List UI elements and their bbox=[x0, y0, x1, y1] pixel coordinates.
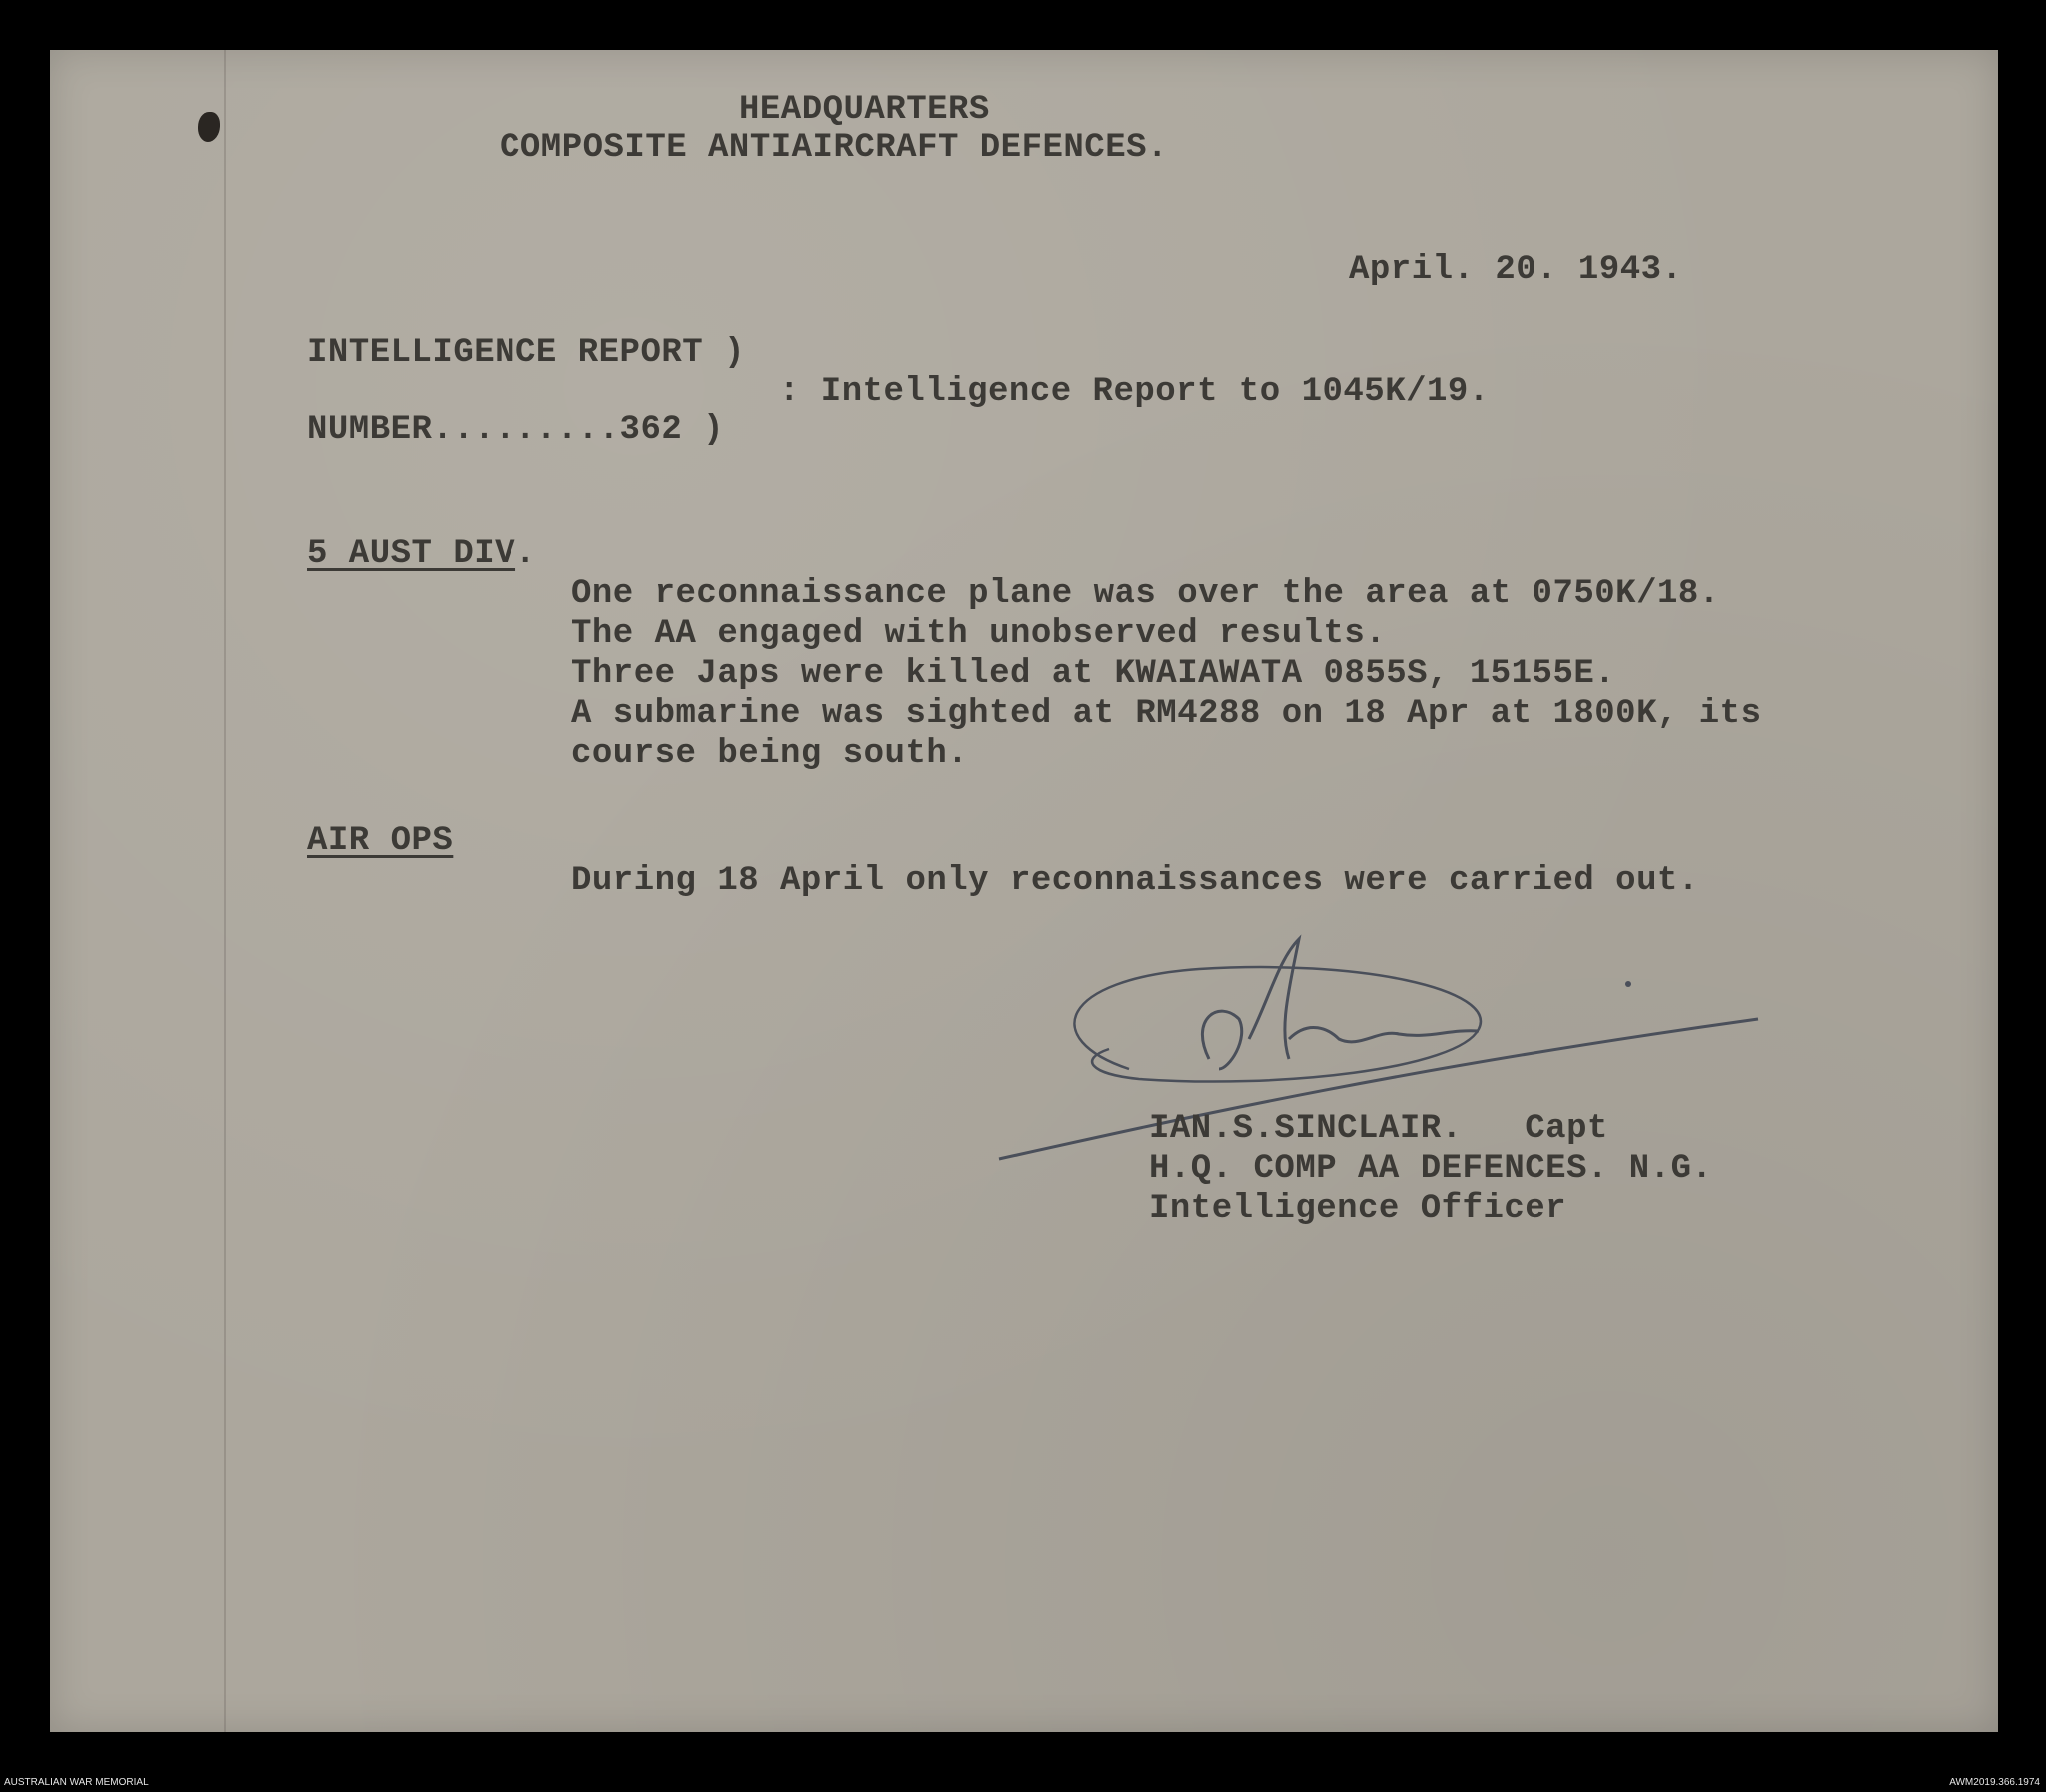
section-1-line-4: A submarine was sighted at RM4288 on 18 Apr at 1800K, its bbox=[571, 695, 1762, 733]
header-line-1: HEADQUARTERS bbox=[739, 91, 990, 129]
report-reference: : Intelligence Report to 1045K/19. bbox=[779, 373, 1490, 411]
section-heading-suffix: . bbox=[515, 535, 536, 573]
signature-unit: H.Q. COMP AA DEFENCES. N.G. bbox=[1149, 1150, 1713, 1188]
signature-name: IAN.S.SINCLAIR. Capt bbox=[1149, 1110, 1608, 1148]
section-2-line-1: During 18 April only reconnaissances were carried out. bbox=[571, 862, 1699, 900]
section-1-line-1: One reconnaissance plane was over the area at 0750K/18. bbox=[571, 575, 1720, 613]
document-page bbox=[50, 50, 1998, 1732]
report-label-line-1: INTELLIGENCE REPORT ) bbox=[307, 334, 745, 372]
header-line-2: COMPOSITE ANTIAIRCRAFT DEFENCES. bbox=[500, 129, 1168, 167]
report-date: April. 20. 1943. bbox=[1349, 251, 1683, 289]
section-heading-text: 5 AUST DIV bbox=[307, 535, 516, 573]
section-1-line-3: Three Japs were killed at KWAIAWATA 0855S, 15155E. bbox=[571, 655, 1616, 693]
punch-hole bbox=[198, 112, 220, 142]
section-heading-5-aust-div bbox=[307, 534, 536, 574]
paper-fold-line bbox=[224, 50, 226, 1732]
signature-role: Intelligence Officer bbox=[1149, 1190, 1567, 1228]
report-label-line-2: NUMBER.........362 ) bbox=[307, 411, 725, 448]
section-1-line-5: course being south. bbox=[571, 735, 969, 773]
footer-credit: AUSTRALIAN WAR MEMORIAL bbox=[4, 1777, 149, 1788]
section-heading-air-ops: AIR OPS bbox=[307, 822, 454, 860]
footer-accession-number: AWM2019.366.1974 bbox=[1949, 1777, 2040, 1788]
section-1-line-2: The AA engaged with unobserved results. bbox=[571, 615, 1387, 653]
